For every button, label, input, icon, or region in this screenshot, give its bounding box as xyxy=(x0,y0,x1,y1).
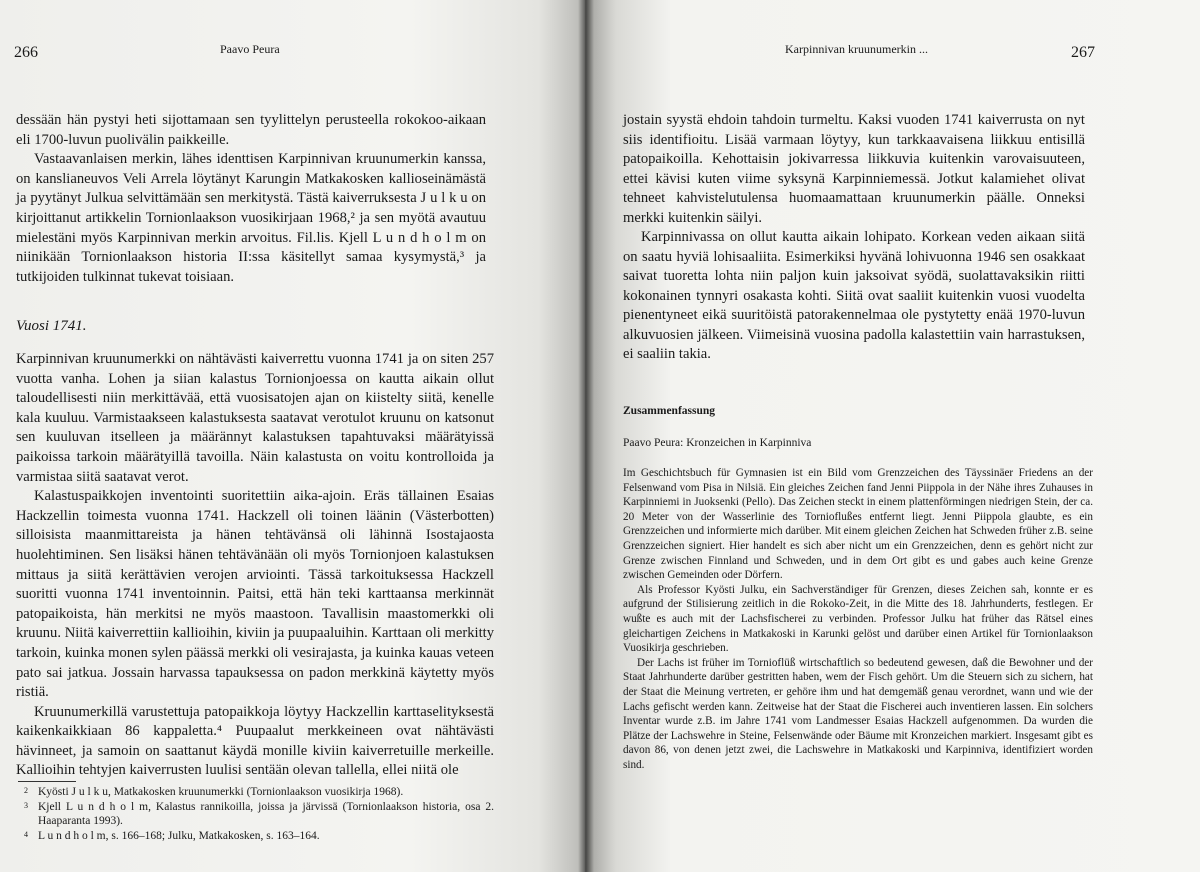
paragraph: dessään hän pystyi heti sijottamaan sen tyylittelyn perusteella rokokoo-aikaan eli 1700-luvun puolivälin paikkeille. xyxy=(16,112,486,148)
book-gutter xyxy=(578,0,594,872)
footnotes xyxy=(24,785,494,843)
left-opening-text xyxy=(16,111,486,287)
footnote xyxy=(24,829,494,844)
right-running-head: Karpinnivan kruunumerkin ... xyxy=(785,42,928,56)
summary-heading: Zusammenfassung xyxy=(623,405,716,417)
footnote-text: Kjell L u n d h o l m, Kalastus rannikoilla, joissa ja järvissä (Tornionlaakson historia, osa 2. Haaparanta 1993). xyxy=(38,800,494,827)
left-page xyxy=(0,0,585,872)
paragraph: Kruunumerkillä varustettuja patopaikkoja löytyy Hackzellin karttaselityksestä kaikenkaikkiaan 86 kappaletta.⁴ Puupaalut merkkeineen ovat nähtävästi hävinneet, ja samoin on saattanut käydä monille kiviin kaiverretuille merkeille. Kallioihin tehtyjen kaiverrusten luulisi sentään olevan tallella, ellei niitä ole xyxy=(16,703,494,779)
left-page-number: 266 xyxy=(14,44,38,61)
paragraph: Vastaavanlaisen merkin, lähes identtisen Karpinnivan kruunumerkin kanssa, on kanslianeuvos Veli Arrela löytänyt Karungin Matkakosken kallioseinämästä ja pyytänyt Julkua selvittämään sen merkitystä. Tästä kaiverruksesta J u l k u on kirjoittanut artikkelin Tornionlaakson vuosikirjaan 1968,² ja sen myötä avautuu mielestäni myös Karpinnivan merkin arvoitus. Fil.lis. Kjell L u n d h o l m on niinikään Tornionlaakson historia II:ssa käsitellyt samaa kysymystä,³ ja tutkijoiden tulkinnat tukevat toisiaan. xyxy=(16,151,486,285)
paragraph: Im Geschichtsbuch für Gymnasien ist ein Bild vom Grenzzeichen des Täyssinäer Friedens an der Felsenwand vom Pisa in Nilsiä. Ein gleiches Zeichen fand Jenni Piippola in der Nähe ihres Zuhauses in Karpinniemi in Juoksenki (Pello). Das Zeichen steckt in einem plattenförmingen niedrigen Stein, der ca. 20 Meter von der Wasserlinie des Tornioflußes entfernt liegt. Jenni Piippola glaubte, es ein Grenzzeichen und informierte mich darüber. Mit einem gleichen Zeichen hat Schweden früher z.B. seine Grenzzeichen signiert. Hier handelt es sich aber nicht um ein Grenzzeichen, denn es gehört nicht zur Grenze zwischen Finnland und Schweden, und in dem Ort gibt es und gabes auch keine Grenze zwischen Gemeinden oder Dörfern. xyxy=(623,467,1093,582)
paragraph: Als Professor Kyösti Julku, ein Sachverständiger für Grenzen, dieses Zeichen sah, konnte er es aufgrund der Stilisierung zeitlich in die Rokoko-Zeit, in die Mitte des 18. Jahrhunderts, festlegen. Er wußte es auch mit der Lachsfischerei zu verbinden. Professor Julku hat früher das Rätsel eines gleichartigen Zeichens in Matkakoski in Karunki gelöst und darüber einen Artikel für Tornionlaakson Vuosikirja geschrieben. xyxy=(623,583,1093,655)
left-section-text xyxy=(16,350,494,781)
paragraph: Karpinnivassa on ollut kautta aikain lohipato. Korkean veden aikaan siitä on saatu hyviä lohisaaliita. Esimerkiksi hyvänä lohivuonna 1946 sen osakkaat saivat tuoretta lohta niin paljon kuin jaksoivat syödä, suolattavaksikin riitti kokonainen tynnyri osakasta kohti. Siitä ovat saaliit kuitenkin vuosi vuodelta pienentyneet eikä suuritöistä patorakennelmaa ole pystytetty enää 1970-luvun alkuvuosien jälkeen. Viimeisinä vuosina padolla kalastettiin vain harrastuksen, ei saaliin takia. xyxy=(623,229,1085,362)
summary-subtitle: Paavo Peura: Kronzeichen in Karpinniva xyxy=(623,437,812,449)
footnote-mark: 2 xyxy=(24,786,28,795)
left-running-head: Paavo Peura xyxy=(220,42,280,56)
footnote-text: Kyösti J u l k u, Matkakosken kruunumerkki (Tornionlaakson vuosikirja 1968). xyxy=(38,786,404,798)
right-page-number: 267 xyxy=(1071,44,1095,61)
paragraph: jostain syystä ehdoin tahdoin turmeltu. Kaksi vuoden 1741 kaiverrusta on nyt siis identifioitu. Lisää varmaan löytyy, kun tarkkaavaisena liikkuu entisillä patopaikoilla. Kehottaisin jokivarressa liikkuvia kuitenkin varovaisuuteen, ettei kävisi kuten viime syksynä Karpinniemessä. Jotkut kalamiehet olivat tehneet kahvistelutulensa huomaamattaan kruunumerkin päälle. Onneksi merkki kuitenkin säilyi. xyxy=(623,112,1085,226)
footnote-text: L u n d h o l m, s. 166–168; Julku, Matkakosken, s. 163–164. xyxy=(38,829,320,842)
paragraph: Kalastuspaikkojen inventointi suoritettiin aika-ajoin. Eräs tällainen Esaias Hackzellin toimesta vuonna 1741. Hackzell oli toinen läänin (Västerbotten) silloisista maanmittareista ja hänen tehtävänsä oli lähinnä Isostajaosta huolehtiminen. Sen lisäksi hänen tehtävänään oli myös Tornionjoen kalastuksen mittaus ja siitä kerättävien verojen arviointi. Tässä tarkoituksessa Hackzell suoritti vuonna 1741 inventoinnin. Paitsi, että hän teki karttaansa merkinnät patopaikoista, hän merkitsi ne myös maastoon. Tavallisin maastomerkki oli kruunu. Niitä kaiverrettiin kallioihin, kiviin ja puupaaluihin. Karttaan oli merkitty tarkoin, kuinka monen sylen päässä merkki oli vesirajasta, ja kuinka kauas veteen pato sai jatkua. Jossain harvassa tapauksessa on padon merkkinä käytetty myös ristiä. xyxy=(16,488,494,701)
right-page xyxy=(585,0,1200,872)
footnote xyxy=(24,785,494,800)
footnote-mark: 4 xyxy=(24,829,28,839)
footnote xyxy=(24,800,494,829)
paragraph: Der Lachs ist früher im Tornioflüß wirtschaftlich so bedeutend gewesen, daß die Bewohner und der Staat Jahrhunderte darüber gestritten haben, wem der Fisch gehört. Um die Steuern sich zu sichern, hat der Staat die Meinung vertreten, er gehöre ihm und hat demgemäß genau verordnet, wann und wie der Lachs gefischt werden kann. Zeitweise hat der Staat die Fischerei auch inventieren lassen. Ein solchers Inventar wurde z.B. im Jahre 1741 vom Landmesser Esaias Hackzell aufgenommen. Da wurden die Plätze der Lachswehre in Steine, Felsenwände oder Bäume mit Kronzeichen markiert. Insgesamt gibt es davon 86, von denen jetzt zwei, die Lachswehre in Matkakoski und Karpinniva, identifiziert worden sind. xyxy=(623,656,1093,771)
right-body-text xyxy=(623,111,1085,365)
footnote-mark: 3 xyxy=(24,800,28,810)
summary-text xyxy=(623,466,1093,772)
paragraph: Karpinnivan kruunumerkki on nähtävästi kaiverrettu vuonna 1741 ja on siten 257 vuotta vanha. Lohen ja siian kalastus Tornionjoessa on kautta aikain ollut taloudellisesti niin merkittävää, että vuosisatojen ajan on kiistelty siitä, kenelle kala kuuluu. Varmistaakseen kalastuksesta saatavat verotulot kruunu on katsonut sen kuuluvan itselleen ja määrännyt kalastuksen tapahtuvaksi määrätyissä paikoissa tarkoin määrätyillä tavoilla. Näin kalastusta on voitu kontrolloida ja varmistaa siitä saatavat verot. xyxy=(16,351,494,485)
section-heading: Vuosi 1741. xyxy=(16,318,87,334)
footnote-rule xyxy=(18,781,76,782)
